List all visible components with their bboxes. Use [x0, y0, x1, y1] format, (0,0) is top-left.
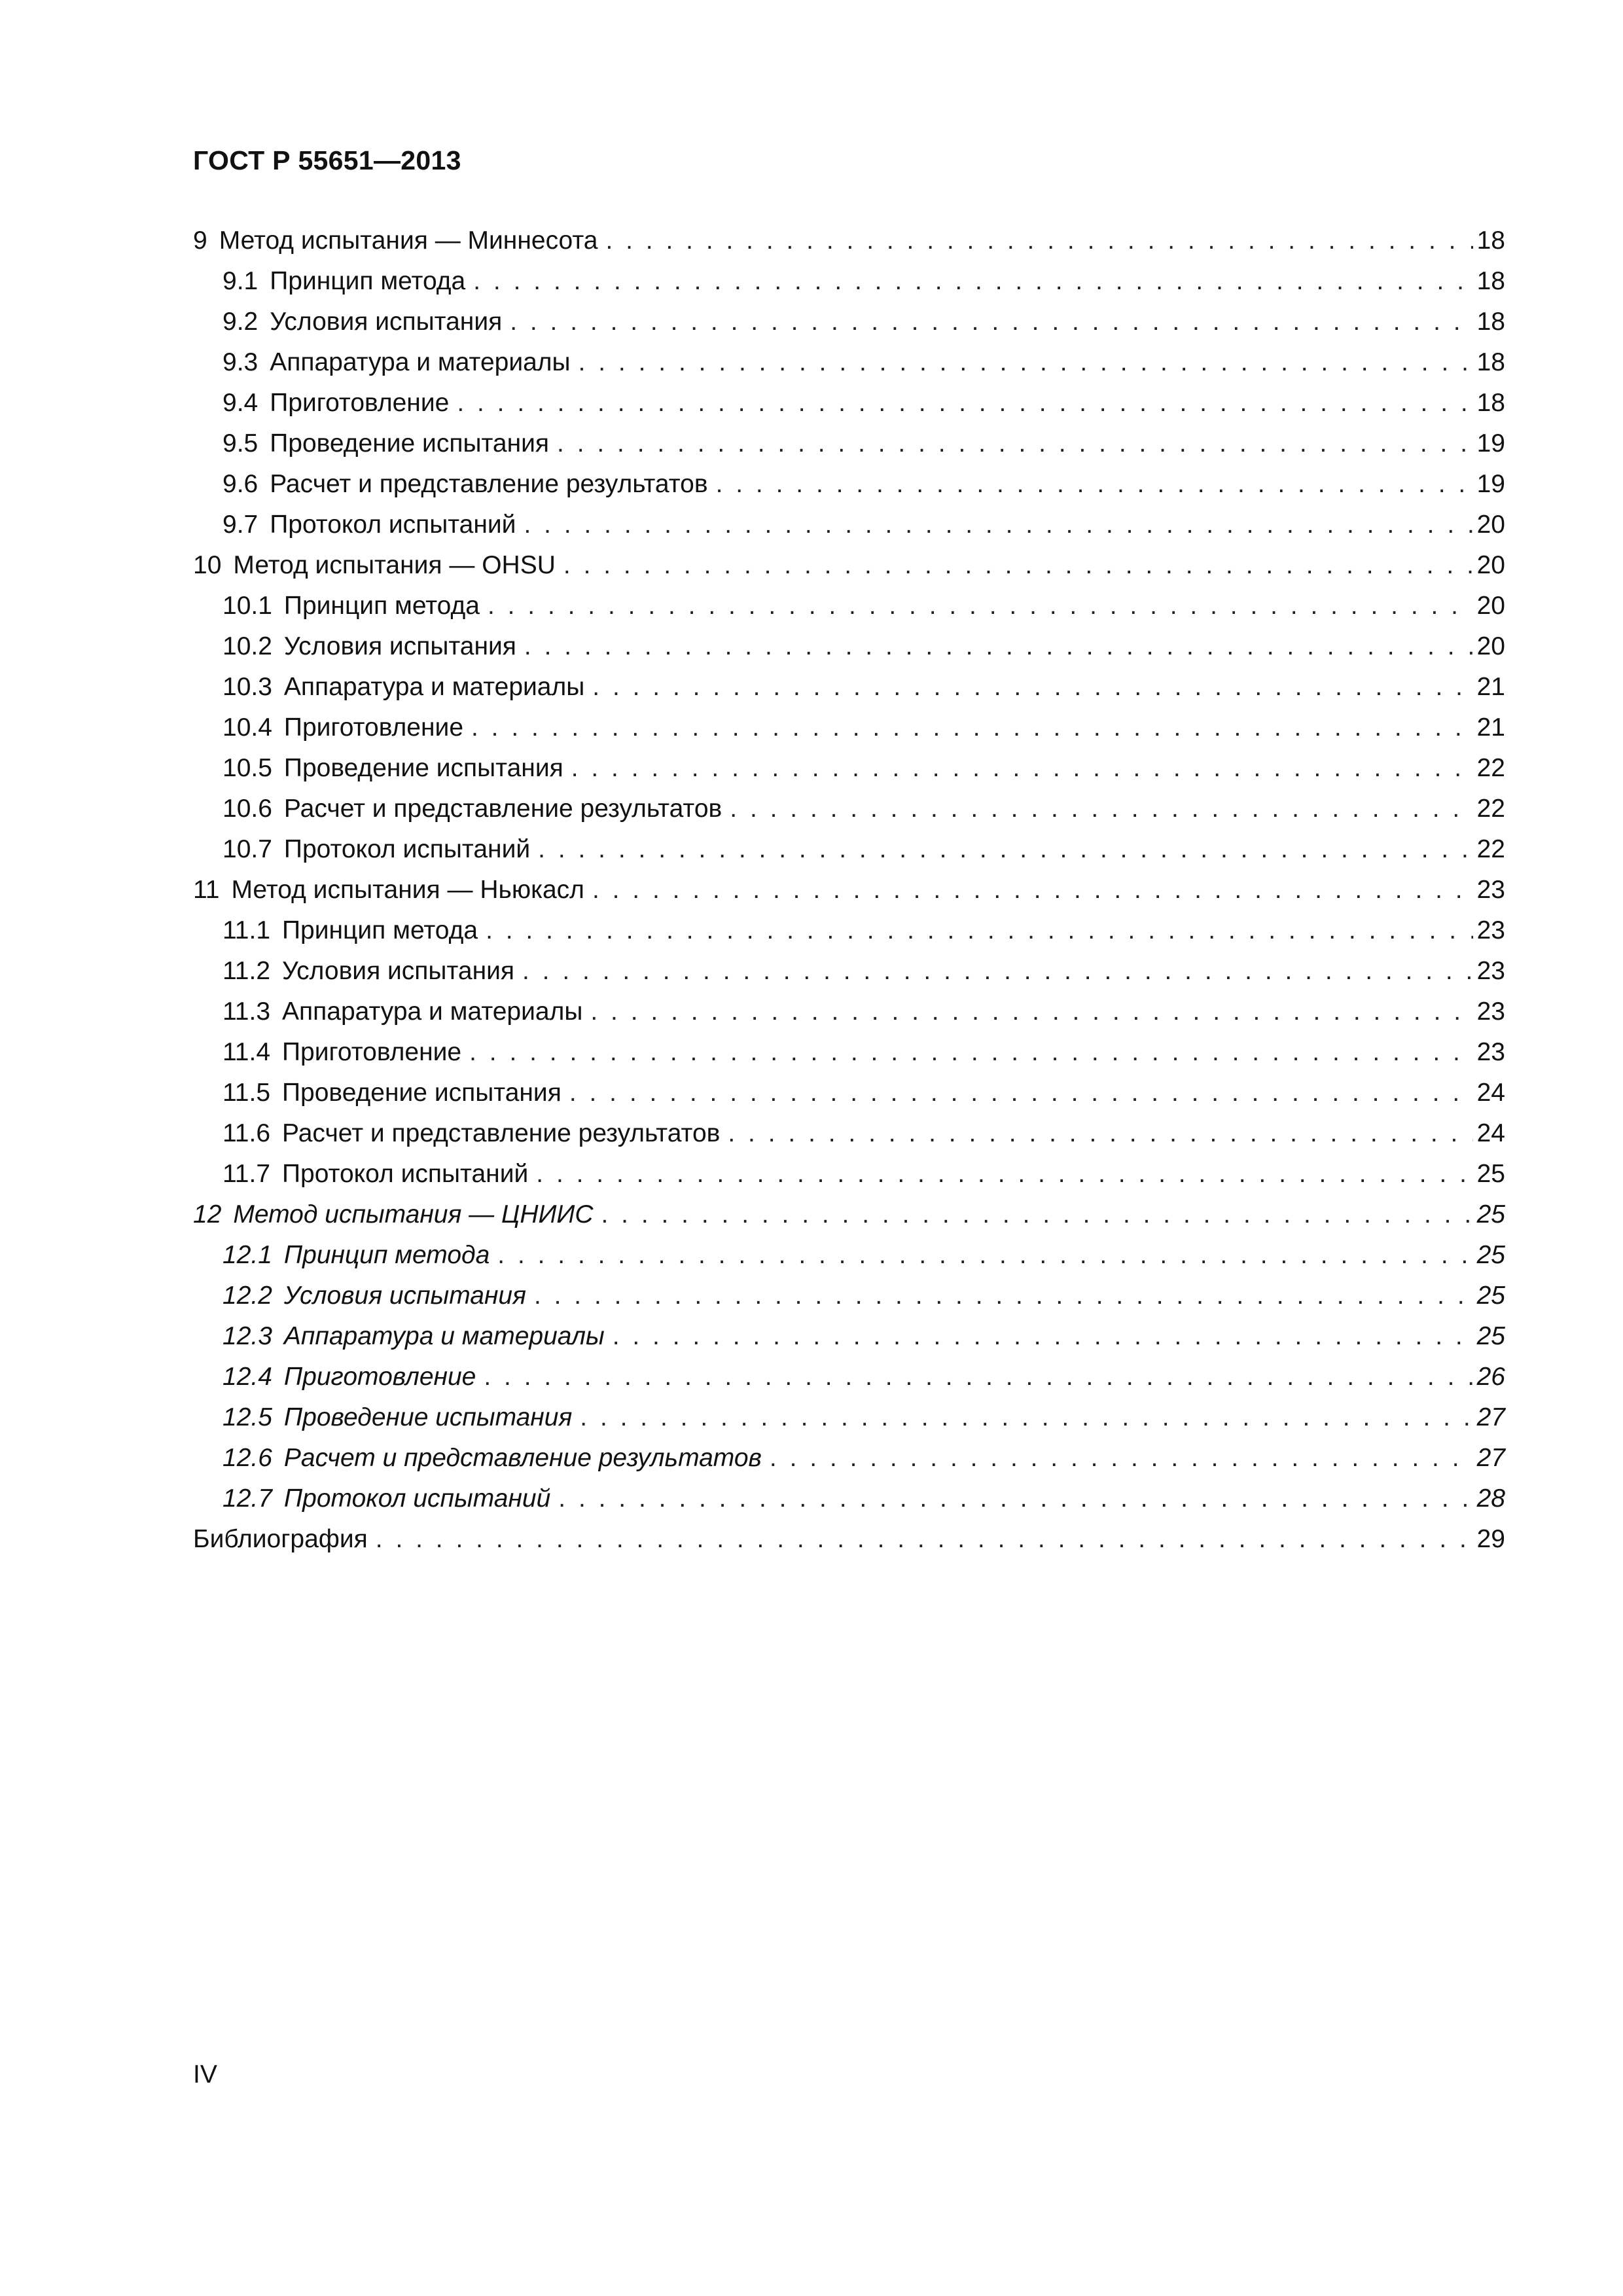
toc-entry-title: Проведение испытания [283, 754, 563, 782]
toc-dot-leader [590, 992, 1472, 1032]
toc-entry-page: 25 [1476, 1282, 1505, 1310]
toc-entry-page: 25 [1476, 1241, 1505, 1269]
toc-dot-leader [510, 302, 1472, 342]
toc-entry-number: 11.2 [223, 957, 271, 985]
toc-dot-leader [524, 505, 1472, 545]
toc-entry-title: Расчет и представление результатов [283, 1444, 762, 1472]
toc-entry-number: 11.7 [223, 1160, 271, 1188]
toc-entry-title: Аппаратура и материалы [282, 997, 583, 1026]
toc-entry [193, 423, 1505, 464]
toc-entry-number: 12.2 [223, 1282, 272, 1310]
toc-entry [193, 221, 1505, 261]
toc-entry [193, 586, 1505, 626]
toc-entry-title: Условия испытания [282, 957, 515, 985]
toc-entry-title: Условия испытания [283, 632, 516, 660]
toc-dot-leader [605, 221, 1472, 261]
toc-entry-page: 18 [1476, 267, 1505, 295]
toc-entry-page: 29 [1476, 1525, 1505, 1553]
toc-dot-leader [376, 1519, 1473, 1560]
toc-entry [193, 992, 1505, 1032]
toc-entry [193, 342, 1505, 383]
toc-entry-page: 19 [1476, 470, 1505, 498]
toc-entry-page: 26 [1476, 1363, 1505, 1391]
toc-entry [193, 1113, 1505, 1154]
toc-entry-number: 10.7 [223, 835, 272, 863]
toc-dot-leader [571, 748, 1473, 789]
toc-entry-title: Принцип метода [283, 592, 480, 620]
toc-entry-number: 10.2 [223, 632, 272, 660]
toc-entry-page: 25 [1476, 1200, 1505, 1229]
toc-entry-number: 9.6 [223, 470, 259, 498]
toc-entry [193, 545, 1505, 586]
toc-entry [193, 708, 1505, 748]
toc-dot-leader [569, 1073, 1473, 1113]
toc-entry-page: 22 [1476, 835, 1505, 863]
toc-entry-page: 23 [1476, 876, 1505, 904]
toc-entry-title: Протокол испытаний [282, 1160, 529, 1188]
toc-entry [193, 383, 1505, 423]
page-number: IV [193, 2060, 217, 2089]
toc-entry-title: Метод испытания — Ньюкасл [231, 876, 584, 904]
toc-entry-page: 20 [1476, 551, 1505, 579]
toc-entry [193, 302, 1505, 342]
toc-entry [193, 951, 1505, 992]
toc-dot-leader [457, 383, 1472, 423]
toc-entry-page: 27 [1476, 1403, 1505, 1431]
table-of-contents [193, 221, 1505, 1560]
toc-entry [193, 1438, 1505, 1479]
document-header: ГОСТ Р 55651—2013 [193, 145, 461, 175]
toc-entry-page: 18 [1476, 308, 1505, 336]
toc-entry-page: 21 [1476, 713, 1505, 742]
toc-entry-number: 12.4 [223, 1363, 272, 1391]
toc-entry-title: Метод испытания — ЦНИИС [233, 1200, 594, 1229]
toc-entry-number: 11.5 [223, 1079, 271, 1107]
toc-entry-number: 9 [193, 226, 207, 255]
toc-entry-number: 9.3 [223, 348, 259, 376]
toc-entry-number: 9.4 [223, 389, 259, 417]
toc-entry-number: 12.6 [223, 1444, 272, 1472]
toc-dot-leader [592, 667, 1472, 708]
toc-entry-number: 11.3 [223, 997, 271, 1026]
toc-entry [193, 1397, 1505, 1438]
toc-dot-leader [728, 1113, 1472, 1154]
toc-entry-number: 12.3 [223, 1322, 272, 1350]
toc-entry-number: 11.4 [223, 1038, 271, 1066]
toc-entry-page: 25 [1476, 1160, 1505, 1188]
toc-entry [193, 464, 1505, 505]
toc-dot-leader [497, 1235, 1472, 1276]
toc-entry-page: 23 [1476, 1038, 1505, 1066]
toc-entry-number: 10.1 [223, 592, 272, 620]
toc-entry-number: 10.3 [223, 673, 272, 701]
toc-entry-page: 18 [1476, 389, 1505, 417]
toc-entry-number: 9.5 [223, 429, 259, 457]
toc-entry-title: Приготовление [283, 713, 464, 742]
toc-entry-page: 20 [1476, 632, 1505, 660]
toc-entry [193, 505, 1505, 545]
toc-entry-title: Протокол испытаний [283, 1484, 551, 1513]
toc-entry-number: 10.4 [223, 713, 272, 742]
toc-entry-page: 24 [1476, 1119, 1505, 1147]
toc-entry-title: Приготовление [282, 1038, 462, 1066]
toc-entry [193, 910, 1505, 951]
toc-dot-leader [770, 1438, 1473, 1479]
toc-dot-leader [538, 829, 1472, 870]
toc-dot-leader [592, 870, 1473, 910]
toc-entry-page: 22 [1476, 795, 1505, 823]
toc-entry [193, 748, 1505, 789]
toc-entry-number: 12.1 [223, 1241, 272, 1269]
toc-entry-page: 23 [1476, 957, 1505, 985]
toc-dot-leader [486, 910, 1473, 951]
toc-entry [193, 1479, 1505, 1519]
toc-entry-title: Расчет и представление результатов [270, 470, 708, 498]
toc-entry-number: 10.6 [223, 795, 272, 823]
toc-entry [193, 789, 1505, 829]
toc-entry-page: 25 [1476, 1322, 1505, 1350]
toc-entry-page: 21 [1476, 673, 1505, 701]
toc-entry-title: Приготовление [283, 1363, 476, 1391]
toc-entry-page: 23 [1476, 916, 1505, 944]
toc-entry-page: 20 [1476, 592, 1505, 620]
toc-entry-page: 27 [1476, 1444, 1505, 1472]
toc-entry-number: 12.5 [223, 1403, 272, 1431]
toc-entry [193, 1073, 1505, 1113]
toc-entry [193, 1316, 1505, 1357]
toc-dot-leader [522, 951, 1473, 992]
toc-entry [193, 1194, 1505, 1235]
toc-entry-number: 10 [193, 551, 222, 579]
toc-entry-number: 9.2 [223, 308, 259, 336]
toc-dot-leader [601, 1194, 1473, 1235]
toc-dot-leader [579, 342, 1473, 383]
toc-dot-leader [563, 545, 1473, 586]
toc-entry [193, 626, 1505, 667]
toc-entry-page: 18 [1476, 226, 1505, 255]
toc-entry-page: 19 [1476, 429, 1505, 457]
toc-entry-title: Проведение испытания [282, 1079, 562, 1107]
toc-entry-number: 11.6 [223, 1119, 271, 1147]
toc-entry [193, 1154, 1505, 1194]
toc-entry [193, 667, 1505, 708]
toc-dot-leader [473, 261, 1472, 302]
toc-dot-leader [536, 1154, 1472, 1194]
toc-entry-page: 20 [1476, 511, 1505, 539]
toc-dot-leader [716, 464, 1473, 505]
toc-entry-title: Условия испытания [283, 1282, 526, 1310]
toc-entry-title: Принцип метода [282, 916, 478, 944]
toc-entry-number: 12.7 [223, 1484, 272, 1513]
toc-entry-title: Библиография [193, 1525, 368, 1553]
toc-dot-leader [534, 1276, 1473, 1316]
toc-entry [193, 1276, 1505, 1316]
toc-dot-leader [557, 423, 1473, 464]
toc-entry-title: Расчет и представление результатов [282, 1119, 721, 1147]
toc-entry-page: 22 [1476, 754, 1505, 782]
toc-entry-title: Проведение испытания [270, 429, 550, 457]
toc-entry [193, 870, 1505, 910]
toc-entry-title: Аппаратура и материалы [283, 1322, 605, 1350]
toc-dot-leader [580, 1397, 1472, 1438]
toc-dot-leader [613, 1316, 1473, 1357]
toc-entry [193, 1357, 1505, 1397]
toc-entry-page: 28 [1476, 1484, 1505, 1513]
toc-dot-leader [484, 1357, 1472, 1397]
toc-entry-number: 9.1 [223, 267, 259, 295]
toc-entry [193, 1032, 1505, 1073]
toc-entry-title: Расчет и представление результатов [283, 795, 722, 823]
toc-entry-title: Принцип метода [283, 1241, 490, 1269]
toc-entry-title: Протокол испытаний [283, 835, 531, 863]
toc-dot-leader [471, 708, 1473, 748]
toc-entry-number: 12 [193, 1200, 222, 1229]
toc-entry-title: Метод испытания — OHSU [233, 551, 556, 579]
toc-entry-page: 24 [1476, 1079, 1505, 1107]
toc-entry-title: Протокол испытаний [270, 511, 516, 539]
toc-dot-leader [469, 1032, 1472, 1073]
toc-entry-page: 18 [1476, 348, 1505, 376]
toc-entry-title: Метод испытания — Миннесота [219, 226, 598, 255]
toc-entry-number: 11 [193, 876, 220, 904]
toc-entry [193, 261, 1505, 302]
toc-entry-title: Проведение испытания [283, 1403, 573, 1431]
toc-entry-page: 23 [1476, 997, 1505, 1026]
toc-dot-leader [730, 789, 1472, 829]
toc-entry-title: Условия испытания [270, 308, 503, 336]
toc-entry-number: 9.7 [223, 511, 259, 539]
toc-entry [193, 829, 1505, 870]
toc-entry [193, 1235, 1505, 1276]
toc-entry-title: Приготовление [270, 389, 450, 417]
toc-dot-leader [488, 586, 1473, 626]
toc-entry-number: 10.5 [223, 754, 272, 782]
toc-dot-leader [524, 626, 1473, 667]
toc-entry-number: 11.1 [223, 916, 271, 944]
toc-entry [193, 1519, 1505, 1560]
toc-entry-title: Принцип метода [270, 267, 466, 295]
toc-entry-title: Аппаратура и материалы [270, 348, 571, 376]
toc-dot-leader [558, 1479, 1472, 1519]
toc-entry-title: Аппаратура и материалы [283, 673, 585, 701]
